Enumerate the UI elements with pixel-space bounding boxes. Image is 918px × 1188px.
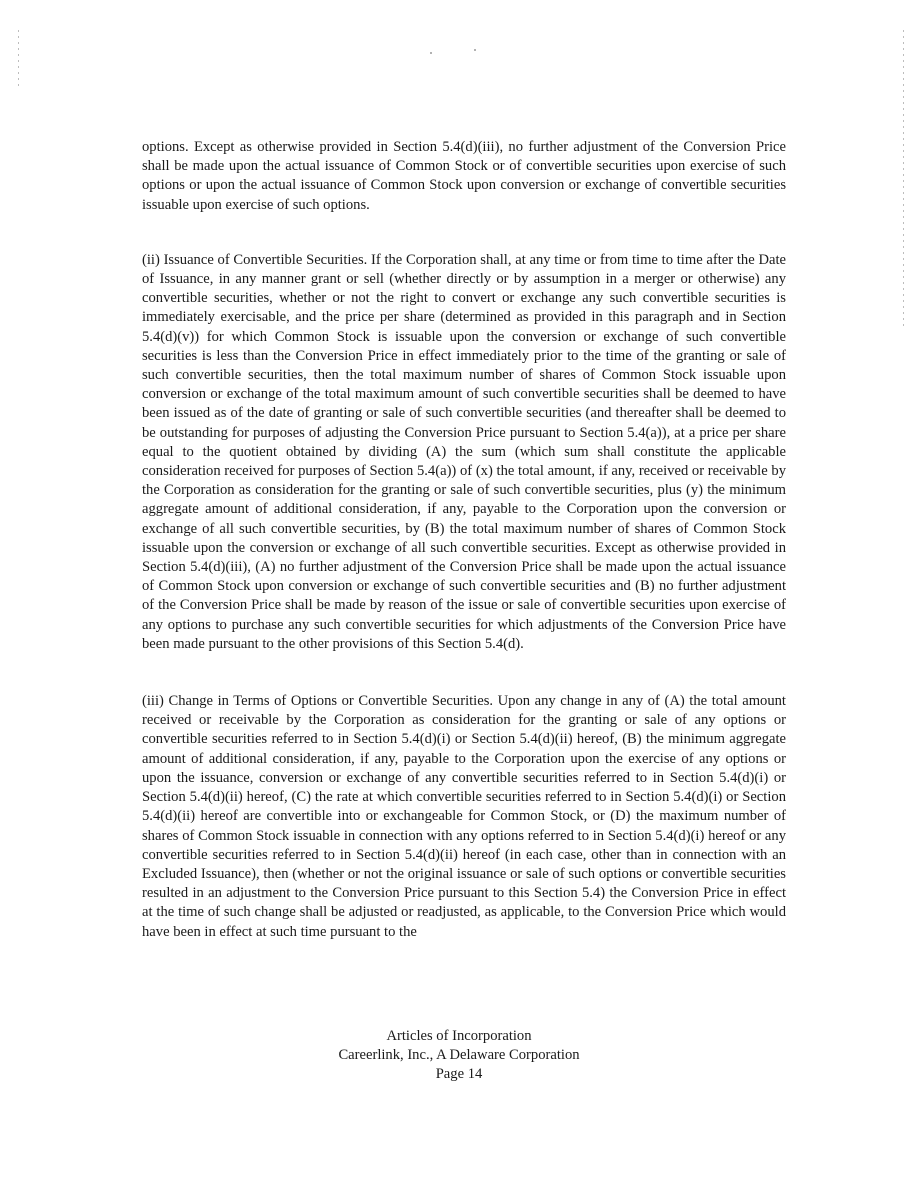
paragraph-issuance-convertible-securities: (ii) Issuance of Convertible Securities. If the Corporation shall, at any time or from time to time after the Date of Issuance, in any manner grant or sell (whether directly or by assumption in a merger or otherwise) any convertible securities, whether or not the right to convert or exchange any such convertible securities is immediately exercisable, and the price per share (determined as provided in this paragraph and in Section 5.4(d)(v)) for which Common Stock is issuable upon the conversion or exchange of such convertible securities is less than the Conversion Price in effect immediately prior to the time of the granting or sale of such convertible securities, then the total maximum number of shares of Common Stock issuable upon conversion or exchange of the total maximum amount of such convertible securities shall be deemed to have been issued as of the date of granting or sale of such convertible securities (and thereafter shall be deemed to be outstanding for purposes of adjusting the Conversion Price pursuant to Section 5.4(a)), at a price per share equal to the quotient obtained by dividing (A) the sum (which sum shall constitute the applicable consideration received for purposes of Section 5.4(a)) of (x) the total amount, if any, received or receivable by the Corporation as consideration for the granting or sale of such convertible securities, plus (y) the minimum aggregate amount of additional consideration, if any, payable to the Corporation upon the conversion or exchange of all such convertible securities, by (B) the total maximum number of shares of Common Stock issuable upon the conversion or exchange of all such convertible securities. Except as otherwise provided in Section 5.4(d)(iii), (A) no further adjustment of the Conversion Price shall be made upon the actual issuance of Common Stock upon conversion or exchange of such convertible securities and (B) no further adjustment of the Conversion Price shall be made by reason of the issue or sale of convertible securities upon exercise of any options to purchase any such convertible securities for which adjustments of the Conversion Price have been made pursuant to the other provisions of this Section 5.4(d). — [142, 251, 786, 652]
scan-speck — [430, 52, 432, 54]
footer-title: Articles of Incorporation — [386, 1028, 532, 1044]
footer-company: Careerlink, Inc., A Delaware Corporation — [338, 1047, 580, 1063]
scan-speck — [474, 49, 476, 51]
document-body — [142, 138, 786, 942]
paragraph-change-in-terms: (iii) Change in Terms of Options or Convertible Securities. Upon any change in any of (A) the total amount received or receivable by the Corporation as consideration for the granting or sale of any options or convertible securities referred to in Section 5.4(d)(i) or Section 5.4(d)(ii) hereof, (B) the minimum aggregate amount of additional consideration, if any, payable to the Corporation upon the exercise of any options or upon the issuance, conversion or exchange of any convertible securities referred to in Section 5.4(d)(i) or Section 5.4(d)(ii) hereof, (C) the rate at which convertible securities referred to in Section 5.4(d)(i) or Section 5.4(d)(ii) hereof are convertible into or exchangeable for Common Stock, or (D) the maximum number of shares of Common Stock issuable in connection with any options referred to in Section 5.4(d)(i) hereof or any convertible securities referred to in Section 5.4(d)(ii) hereof (in each case, other than in connection with an Excluded Issuance), then (whether or not the original issuance or sale of such options or convertible securities resulted in an adjustment to the Conversion Price pursuant to this Section 5.4) the Conversion Price in effect at the time of such change shall be adjusted or readjusted, as applicable, to the Conversion Price which would have been in effect at such time pursuant to the — [142, 693, 786, 940]
scan-edge-mark — [903, 30, 904, 330]
paragraph-options-continuation: options. Except as otherwise provided in Section 5.4(d)(iii), no further adjustment of the Conversion Price shall be made upon the actual issuance of Common Stock or of convertible securities upon exercise of such options or upon the actual issuance of Common Stock upon conversion or exchange of convertible securities issuable upon exercise of such options. — [142, 139, 786, 213]
footer-page-number: Page 14 — [435, 1066, 483, 1082]
page-footer — [0, 1027, 918, 1084]
scan-edge-mark — [18, 30, 19, 90]
